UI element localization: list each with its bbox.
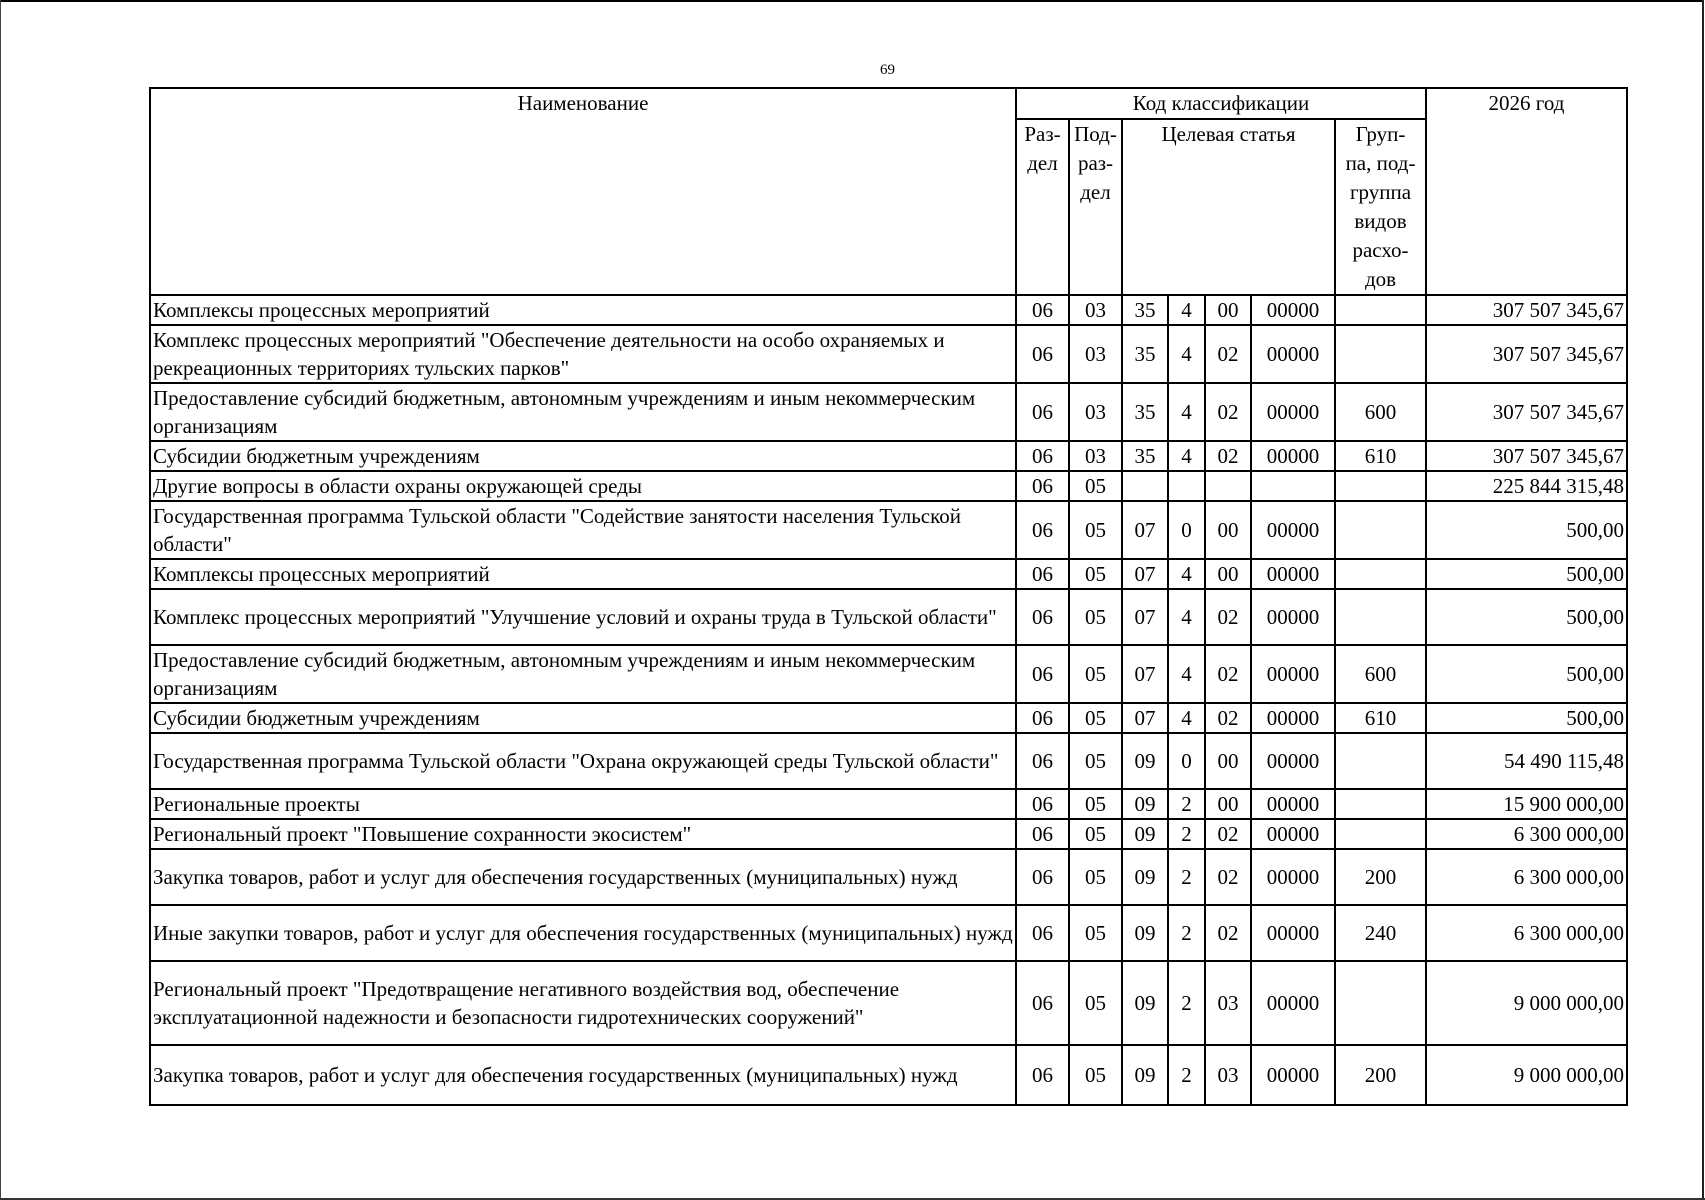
header-name: Наименование bbox=[150, 88, 1016, 295]
row-name: Комплексы процессных мероприятий bbox=[150, 295, 1016, 325]
row-target-direction: 00000 bbox=[1251, 325, 1335, 383]
row-podrazdel: 05 bbox=[1069, 471, 1122, 501]
row-target-subprogram bbox=[1205, 471, 1251, 501]
row-target-program: 09 bbox=[1122, 849, 1168, 905]
row-name: Региональный проект "Предотвращение негативного воздействия вод, обеспечение эксплуатационной надежности и безопасности гидротехнических сооружений" bbox=[150, 961, 1016, 1045]
row-target-direction: 00000 bbox=[1251, 645, 1335, 703]
row-target-type: 2 bbox=[1168, 1045, 1205, 1105]
row-razdel: 06 bbox=[1016, 501, 1069, 559]
row-target-subprogram: 02 bbox=[1205, 325, 1251, 383]
table-row bbox=[150, 325, 1627, 383]
table-row bbox=[150, 295, 1627, 325]
row-target-direction: 00000 bbox=[1251, 501, 1335, 559]
row-target-subprogram: 00 bbox=[1205, 295, 1251, 325]
row-amount: 6 300 000,00 bbox=[1426, 905, 1627, 961]
row-podrazdel: 05 bbox=[1069, 501, 1122, 559]
row-podrazdel: 05 bbox=[1069, 819, 1122, 849]
row-razdel: 06 bbox=[1016, 849, 1069, 905]
row-target-type: 2 bbox=[1168, 961, 1205, 1045]
row-target-program: 09 bbox=[1122, 733, 1168, 789]
row-target-subprogram: 02 bbox=[1205, 703, 1251, 733]
row-name: Субсидии бюджетным учреждениям bbox=[150, 703, 1016, 733]
table-row bbox=[150, 961, 1627, 1045]
row-amount: 307 507 345,67 bbox=[1426, 325, 1627, 383]
row-target-direction: 00000 bbox=[1251, 295, 1335, 325]
table-row bbox=[150, 441, 1627, 471]
row-target-program: 35 bbox=[1122, 325, 1168, 383]
row-target-subprogram: 02 bbox=[1205, 905, 1251, 961]
row-razdel: 06 bbox=[1016, 589, 1069, 645]
row-name: Государственная программа Тульской области "Содействие занятости населения Тульской области" bbox=[150, 501, 1016, 559]
row-name: Комплексы процессных мероприятий bbox=[150, 559, 1016, 589]
table-row bbox=[150, 589, 1627, 645]
row-target-type: 4 bbox=[1168, 325, 1205, 383]
row-amount: 9 000 000,00 bbox=[1426, 1045, 1627, 1105]
row-amount: 9 000 000,00 bbox=[1426, 961, 1627, 1045]
page-border-left bbox=[0, 0, 1, 1200]
row-razdel: 06 bbox=[1016, 789, 1069, 819]
row-expense-group: 600 bbox=[1335, 645, 1426, 703]
row-target-subprogram: 03 bbox=[1205, 1045, 1251, 1105]
row-target-direction: 00000 bbox=[1251, 819, 1335, 849]
row-amount: 500,00 bbox=[1426, 501, 1627, 559]
row-target-direction: 00000 bbox=[1251, 559, 1335, 589]
row-razdel: 06 bbox=[1016, 471, 1069, 501]
row-target-program: 07 bbox=[1122, 589, 1168, 645]
header-razdel: Раз- дел bbox=[1016, 119, 1069, 295]
row-expense-group: 200 bbox=[1335, 849, 1426, 905]
row-name: Комплекс процессных мероприятий "Улучшение условий и охраны труда в Тульской области" bbox=[150, 589, 1016, 645]
row-razdel: 06 bbox=[1016, 733, 1069, 789]
row-target-program: 35 bbox=[1122, 295, 1168, 325]
row-podrazdel: 03 bbox=[1069, 325, 1122, 383]
row-podrazdel: 05 bbox=[1069, 789, 1122, 819]
row-target-program: 07 bbox=[1122, 703, 1168, 733]
row-target-direction: 00000 bbox=[1251, 441, 1335, 471]
table-row bbox=[150, 849, 1627, 905]
row-expense-group bbox=[1335, 961, 1426, 1045]
row-expense-group: 610 bbox=[1335, 441, 1426, 471]
row-razdel: 06 bbox=[1016, 645, 1069, 703]
table-row bbox=[150, 703, 1627, 733]
table-row bbox=[150, 1045, 1627, 1105]
row-target-type: 4 bbox=[1168, 703, 1205, 733]
header-expense-group: Груп- па, под- группа видов расхо- дов bbox=[1335, 119, 1426, 295]
row-name: Иные закупки товаров, работ и услуг для обеспечения государственных (муниципальных) нужд bbox=[150, 905, 1016, 961]
row-amount: 6 300 000,00 bbox=[1426, 849, 1627, 905]
row-name: Региональные проекты bbox=[150, 789, 1016, 819]
row-razdel: 06 bbox=[1016, 325, 1069, 383]
row-target-program: 09 bbox=[1122, 905, 1168, 961]
row-target-direction: 00000 bbox=[1251, 733, 1335, 789]
row-expense-group bbox=[1335, 733, 1426, 789]
row-target-type: 4 bbox=[1168, 559, 1205, 589]
row-target-direction: 00000 bbox=[1251, 383, 1335, 441]
row-name: Государственная программа Тульской области "Охрана окружающей среды Тульской области" bbox=[150, 733, 1016, 789]
row-target-subprogram: 02 bbox=[1205, 645, 1251, 703]
table-row bbox=[150, 383, 1627, 441]
row-podrazdel: 05 bbox=[1069, 1045, 1122, 1105]
table-row bbox=[150, 905, 1627, 961]
row-target-direction bbox=[1251, 471, 1335, 501]
row-name: Предоставление субсидий бюджетным, автономным учреждениям и иным некоммерческим организациям bbox=[150, 645, 1016, 703]
row-amount: 15 900 000,00 bbox=[1426, 789, 1627, 819]
row-target-program: 09 bbox=[1122, 1045, 1168, 1105]
row-target-type: 0 bbox=[1168, 733, 1205, 789]
row-amount: 500,00 bbox=[1426, 703, 1627, 733]
row-expense-group: 240 bbox=[1335, 905, 1426, 961]
row-target-program: 09 bbox=[1122, 789, 1168, 819]
table-row bbox=[150, 559, 1627, 589]
row-podrazdel: 05 bbox=[1069, 703, 1122, 733]
row-target-program: 35 bbox=[1122, 441, 1168, 471]
row-amount: 307 507 345,67 bbox=[1426, 383, 1627, 441]
table-row bbox=[150, 819, 1627, 849]
row-razdel: 06 bbox=[1016, 559, 1069, 589]
row-target-type: 2 bbox=[1168, 905, 1205, 961]
row-amount: 500,00 bbox=[1426, 559, 1627, 589]
row-razdel: 06 bbox=[1016, 703, 1069, 733]
table-row bbox=[150, 645, 1627, 703]
row-amount: 225 844 315,48 bbox=[1426, 471, 1627, 501]
row-razdel: 06 bbox=[1016, 961, 1069, 1045]
row-target-subprogram: 00 bbox=[1205, 789, 1251, 819]
row-target-program: 07 bbox=[1122, 645, 1168, 703]
header-classification-code: Код классификации bbox=[1016, 88, 1426, 119]
row-name: Другие вопросы в области охраны окружающей среды bbox=[150, 471, 1016, 501]
row-podrazdel: 05 bbox=[1069, 905, 1122, 961]
table-body bbox=[150, 295, 1627, 1105]
row-target-direction: 00000 bbox=[1251, 849, 1335, 905]
row-target-type: 0 bbox=[1168, 501, 1205, 559]
row-amount: 6 300 000,00 bbox=[1426, 819, 1627, 849]
row-target-subprogram: 03 bbox=[1205, 961, 1251, 1045]
row-name: Комплекс процессных мероприятий "Обеспечение деятельности на особо охраняемых и рекреационных территориях тульских парков" bbox=[150, 325, 1016, 383]
row-podrazdel: 05 bbox=[1069, 645, 1122, 703]
row-razdel: 06 bbox=[1016, 383, 1069, 441]
row-razdel: 06 bbox=[1016, 441, 1069, 471]
row-amount: 307 507 345,67 bbox=[1426, 441, 1627, 471]
row-target-type: 4 bbox=[1168, 645, 1205, 703]
table-row bbox=[150, 789, 1627, 819]
row-amount: 500,00 bbox=[1426, 645, 1627, 703]
row-razdel: 06 bbox=[1016, 819, 1069, 849]
row-expense-group bbox=[1335, 819, 1426, 849]
header-target-article: Целевая статья bbox=[1122, 119, 1335, 295]
row-target-type: 4 bbox=[1168, 589, 1205, 645]
row-expense-group: 200 bbox=[1335, 1045, 1426, 1105]
row-podrazdel: 03 bbox=[1069, 295, 1122, 325]
row-target-direction: 00000 bbox=[1251, 789, 1335, 819]
row-target-program: 09 bbox=[1122, 819, 1168, 849]
row-expense-group bbox=[1335, 559, 1426, 589]
row-target-subprogram: 00 bbox=[1205, 501, 1251, 559]
page-number: 69 bbox=[880, 62, 895, 78]
row-razdel: 06 bbox=[1016, 295, 1069, 325]
row-amount: 307 507 345,67 bbox=[1426, 295, 1627, 325]
row-name: Закупка товаров, работ и услуг для обеспечения государственных (муниципальных) нужд bbox=[150, 1045, 1016, 1105]
row-podrazdel: 05 bbox=[1069, 559, 1122, 589]
row-target-subprogram: 00 bbox=[1205, 559, 1251, 589]
row-target-program bbox=[1122, 471, 1168, 501]
row-name: Субсидии бюджетным учреждениям bbox=[150, 441, 1016, 471]
row-target-type: 2 bbox=[1168, 819, 1205, 849]
row-target-type: 4 bbox=[1168, 441, 1205, 471]
row-target-type bbox=[1168, 471, 1205, 501]
row-target-type: 2 bbox=[1168, 849, 1205, 905]
row-target-direction: 00000 bbox=[1251, 703, 1335, 733]
row-target-subprogram: 02 bbox=[1205, 849, 1251, 905]
row-podrazdel: 05 bbox=[1069, 849, 1122, 905]
row-target-direction: 00000 bbox=[1251, 589, 1335, 645]
row-amount: 54 490 115,48 bbox=[1426, 733, 1627, 789]
row-expense-group bbox=[1335, 295, 1426, 325]
row-target-type: 4 bbox=[1168, 383, 1205, 441]
row-razdel: 06 bbox=[1016, 905, 1069, 961]
row-target-program: 07 bbox=[1122, 559, 1168, 589]
row-expense-group bbox=[1335, 325, 1426, 383]
row-target-subprogram: 02 bbox=[1205, 383, 1251, 441]
row-podrazdel: 05 bbox=[1069, 733, 1122, 789]
table-row bbox=[150, 501, 1627, 559]
row-expense-group bbox=[1335, 789, 1426, 819]
header-podrazdel: Под- раз- дел bbox=[1069, 119, 1122, 295]
row-podrazdel: 05 bbox=[1069, 961, 1122, 1045]
row-target-program: 09 bbox=[1122, 961, 1168, 1045]
row-target-program: 35 bbox=[1122, 383, 1168, 441]
row-target-subprogram: 02 bbox=[1205, 589, 1251, 645]
row-name: Региональный проект "Повышение сохранности экосистем" bbox=[150, 819, 1016, 849]
row-expense-group bbox=[1335, 589, 1426, 645]
row-expense-group bbox=[1335, 501, 1426, 559]
table-row bbox=[150, 471, 1627, 501]
row-expense-group: 600 bbox=[1335, 383, 1426, 441]
row-target-subprogram: 02 bbox=[1205, 819, 1251, 849]
row-razdel: 06 bbox=[1016, 1045, 1069, 1105]
row-podrazdel: 03 bbox=[1069, 383, 1122, 441]
row-podrazdel: 03 bbox=[1069, 441, 1122, 471]
page-border-right bbox=[1702, 0, 1704, 1200]
row-podrazdel: 05 bbox=[1069, 589, 1122, 645]
header-year: 2026 год bbox=[1426, 88, 1627, 295]
row-name: Закупка товаров, работ и услуг для обеспечения государственных (муниципальных) нужд bbox=[150, 849, 1016, 905]
row-target-type: 4 bbox=[1168, 295, 1205, 325]
row-target-subprogram: 00 bbox=[1205, 733, 1251, 789]
row-target-program: 07 bbox=[1122, 501, 1168, 559]
row-target-subprogram: 02 bbox=[1205, 441, 1251, 471]
row-target-direction: 00000 bbox=[1251, 905, 1335, 961]
row-target-direction: 00000 bbox=[1251, 1045, 1335, 1105]
page-border-top bbox=[0, 0, 1703, 2]
row-name: Предоставление субсидий бюджетным, автономным учреждениям и иным некоммерческим организациям bbox=[150, 383, 1016, 441]
row-expense-group: 610 bbox=[1335, 703, 1426, 733]
budget-table bbox=[149, 87, 1628, 1106]
row-target-direction: 00000 bbox=[1251, 961, 1335, 1045]
row-expense-group bbox=[1335, 471, 1426, 501]
row-target-type: 2 bbox=[1168, 789, 1205, 819]
table-row bbox=[150, 733, 1627, 789]
row-amount: 500,00 bbox=[1426, 589, 1627, 645]
